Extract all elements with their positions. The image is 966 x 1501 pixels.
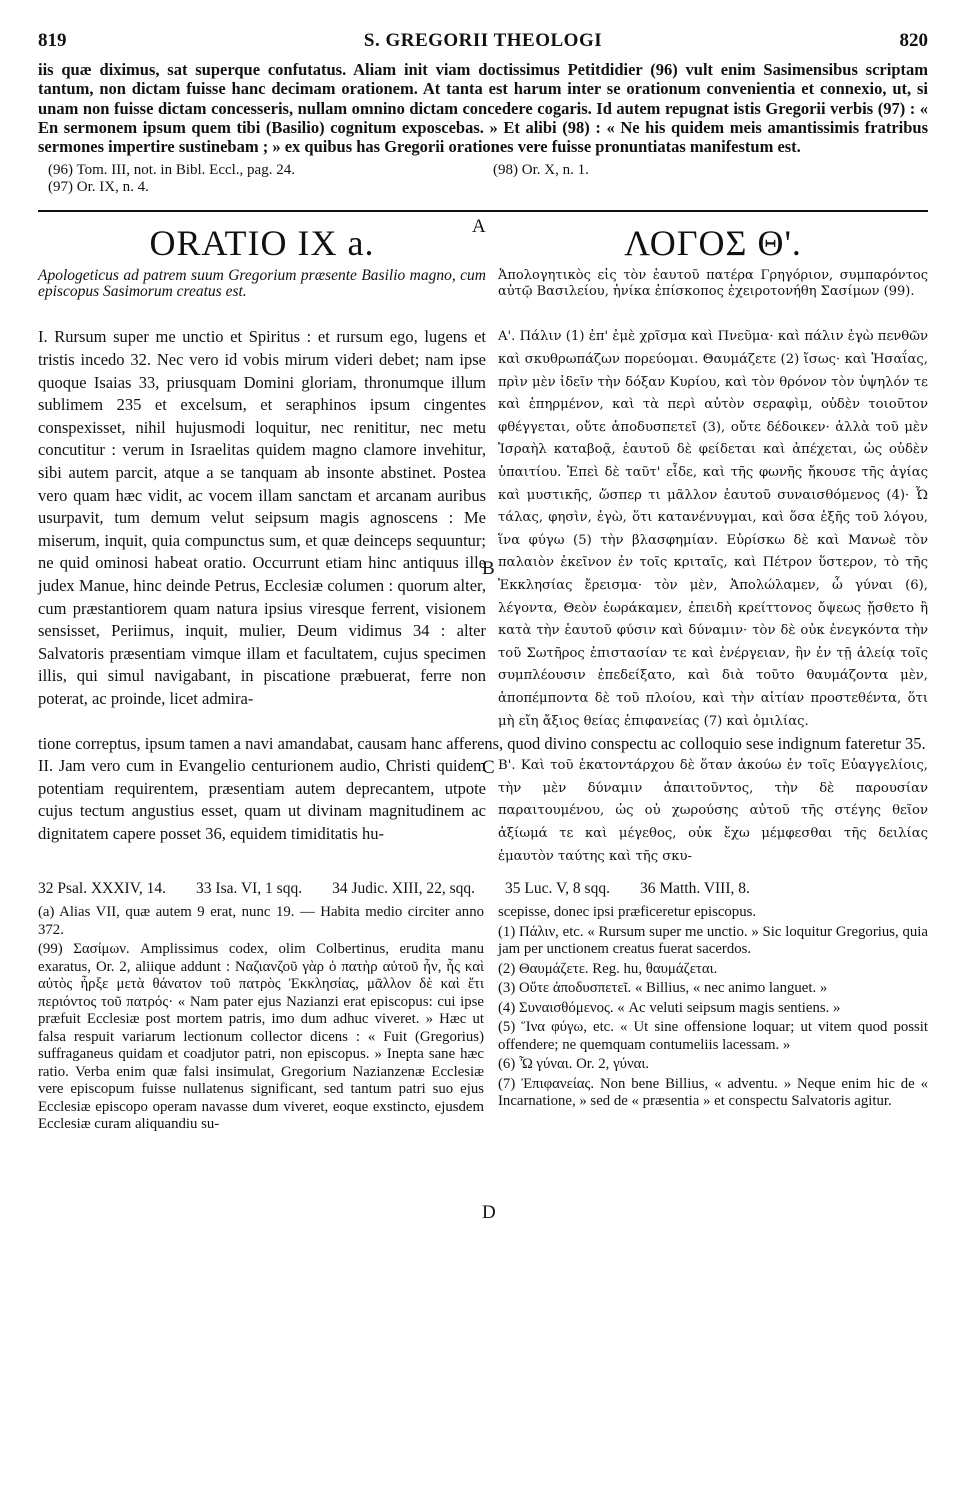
footnote-1: (1) Πάλιν, etc. « Rursum super me unctio. » Sic loquitur Gregorius, quia jam per unctionem creatus fuerat sacerdos. — [498, 923, 928, 958]
greek-column — [498, 218, 928, 733]
footnotes-right: scepisse, donec ipsi præficeretur episcopus. (1) Πάλιν, etc. « Rursum super me unctio. » Sic loquitur Gregorius, quia jam per unctionem creatus fuerat sacerdos. (2) Θαυμάζετε. Reg. hu, θαυμάζεται. (3) Οὔτε ἀποδυσπετεῖ. « Billius, « nec animo languet. » (4) Συναισθόμενος. « Ac veluti seipsum magis sentiens. » (5) Ἵνα φύγω, etc. « Ut sine offensione loquar; ut vitem quod possit offendere; ne quemquam contumeliis lacessam. » (6) Ὦ γύναι. Or. 2, γύναι. (7) Ἐπιφανείας. Non bene Billius, « adventu. » Neque enim hic de « Incarnatione, » sed de « præsentia » et conspectu Salvatoris agitur. — [498, 904, 928, 1110]
oration-columns — [38, 218, 928, 733]
footnote-6: (6) Ὦ γύναι. Or. 2, γύναι. — [498, 1056, 650, 1073]
note-96: (96) Tom. III, not. in Bibl. Eccl., pag. 24. — [48, 162, 295, 179]
latin-column — [38, 218, 486, 733]
column-marker-a: A — [472, 216, 486, 238]
column-marker-b: B — [482, 558, 495, 580]
running-title: S. GREGORII THEOLOGI — [363, 30, 603, 51]
running-header — [38, 30, 928, 60]
greek-title: ΛΟΓΟΣ Θ'. — [624, 223, 802, 264]
intro-paragraph: iis quæ diximus, sat superque confutatus. Aliam init viam doctissimus Petitdidier (96) vult enim Sasimensibus scriptam tantum, non dictam fuisse hanc decimam orationem. At tanta est harum inter se orationum convenientia et connexio, ut, si unam non fuisse dictam concesseris, nullam omnino dictam concedere cogaris. Id autem repugnat istis Gregorii verbis (97) : « En sermonem ipsum quem tibi (Basilio) cognitum exposcebas. » Et alibi (98) : « Ne his quidem meis amantissimis fratribus sermones impertire sustinebam ; » ex quibus has Gregorii orationes vere fuisse pronuntiatas manifestum est. — [38, 60, 928, 157]
note-97: (97) Or. IX, n. 4. — [48, 179, 149, 196]
column-marker-c: C — [482, 757, 495, 779]
latin-paragraph-2: II. Jam vero cum in Evangelio centurionem audio, Christi quidem potentiam requirentem, præsentiam autem deprecantem, utpote cujus tectum angustius esset, quam ut divinam magnitudinem ac dignitatem capere posset 36, equidem timiditatis hu- — [38, 756, 486, 843]
footnote-a: (a) Alias VII, quæ autem 9 erat, nunc 19. — Habita medio circiter anno 372. — [38, 904, 484, 938]
continuation-text: tione correptus, ipsum tamen a navi amandabat, causam hanc afferens, quod divino conspectu ac colloquio sese indignum fateretur 35. — [38, 734, 926, 754]
footnote-4: (4) Συναισθόμενος. « Ac veluti seipsum magis sentiens. » — [498, 999, 841, 1016]
column-marker-d: D — [482, 1202, 496, 1224]
footnote-99: (99) Σασίμων. Amplissimus codex, olim Colbertinus, erudita manu exaratus, Or. 2, aliique addunt : Ναζιανζοῦ γὰρ ὁ πατὴρ αὐτοῦ ἦν, ἧς καὶ αὐτὸς ἦρξε μετὰ θάνατον τοῦ πατρὸς Ἐκκλησίας, μᾶλλον δὲ καὶ ἔτι περιόντος τοῦ πατρός· « Nam pater ejus Nazianzi erat episcopus: cui ipse præfuit Ecclesiæ post mortem patris, imo dum adhuc viveret. » Hæc ut falsa respuit variarum lectionum collector dicens : « Fuit (Gregorius) suffraganeus quidam et coadjutor patri, non episcopus. » Inepta sane hæc ratio. Verba enim quæ falsi insimulat, Gregorium Nazianzenæ Ecclesiæ vere episcopum fuisse nullatenus significant, sed tantum patri suo ejus Ecclesiæ episcopo operam navasse dum viveret, eoque exstincto, ejusdem Ecclesiæ curam aliquandiu su- — [38, 941, 484, 1133]
latin-paragraph-1: I. Rursum super me unctio et Spiritus : et rursum ego, lugens et tristis incedo 32. Nec vero id vobis mirum videri debet; nam ipse quoque Isaias 33, priusquam Domini gloriam, thronumque illum sublimem 235 et excelsum, et seraphinos ipsum cingentes conspexisset, nihil hujusmodi loquitur, nec renititur, nec metu concutitur : verum in Israelitas quidem magno clamore invehitur, sibi autem parcit, atque a se tanquam ab insonte abstinet. Postea vero quam hæc vidit, ac vocem illam sanctam et arcanam auribus usurpavit, tum demum velut seipsum magis agnoscens : Me miserum, inquit, quia compunctus sum, et quæ deinceps sequuntur; ne quid ominosi habeat oratio. Occurrunt etiam hinc antiquus ille judex Manue, hinc deinde Petrus, Ecclesiæ columen : quorum alter, cum præstantiorem quam natura ipsius viresque ferrent, visionem sensisset, Periimus, inquit, mulier, Deum vidimus 34 : alter Salvatoris præsentiam vimque illam et facultatem, cujus specimen illis, qui simul navigabant, in piscatione præbuerat, ferre non poterat, ac proinde, licet admira- — [38, 327, 486, 708]
greek-subtitle: Ἀπολογητικὸς εἰς τὸν ἑαυτοῦ πατέρα Γρηγόριον, συμπαρόντος αὐτῷ Βασιλείου, ἡνίκα ἐπίσκοπος ἐχειροτονήθη Σασίμων (99). — [498, 268, 928, 300]
latin-title: ORATIO IX a. — [149, 223, 375, 264]
second-section — [38, 755, 928, 868]
footnote-2: (2) Θαυμάζετε. Reg. hu, θαυμάζεται. — [498, 960, 718, 977]
footnote-3: (3) Οὔτε ἀποδυσπετεῖ. « Billius, « nec animo languet. » — [498, 980, 828, 997]
page-number-left: 819 — [38, 30, 67, 51]
scripture-references: 32 Psal. XXXIV, 14. 33 Isa. VI, 1 sqq. 34 Judic. XIII, 22, sqq. 35 Luc. V, 8 sqq. 36 Matth. VIII, 8. — [38, 880, 750, 898]
note-98: (98) Or. X, n. 1. — [493, 162, 589, 179]
latin-subtitle: Apologeticus ad patrem suum Gregorium præsente Basilio magno, cum episcopus Sasimorum creatus est. — [38, 267, 486, 301]
page — [38, 30, 928, 1224]
greek-paragraph-2: Β'. Καὶ τοῦ ἑκατοντάρχου δὲ ὅταν ἀκούω ἐν τοῖς Εὐαγγελίοις, τὴν μὲν δύναμιν ἀπαιτοῦντος, τὴν δὲ παρουσίαν παραιτουμένου, ὡς οὐ χωρούσης αὐτοῦ τῆς στέγης θεῖον ἀξίωμά τε καὶ μέγεθος, οὐκ ἔχω μέμφεσθαι τῆς δειλίας ἐμαυτὸν ταύτης καὶ τῆς σκυ- — [498, 758, 928, 864]
page-number-right: 820 — [899, 30, 928, 51]
footnotes-left — [38, 904, 484, 1136]
greek-paragraph-1: Α'. Πάλιν (1) ἐπ' ἐμὲ χρῖσμα καὶ Πνεῦμα· καὶ πάλιν ἐγὼ πενθῶν καὶ σκυθρωπάζων πορεύομαι. Θαυμάζετε (2) ἴσως· καὶ Ἡσαΐας, πρὶν μὲν ἰδεῖν τὴν δόξαν Κυρίου, καὶ τὸν θρόνον τὸν ὑψηλόν τε καὶ ἐπηρμένον, καὶ τὰ περὶ αὐτὸν σεραφὶμ, οὐδὲν τοιοῦτον φθέγγεται, οὔτε ἀποδυσπετεῖ (3), οὔτε δέδοικεν· ἀλλὰ τοῦ μὲν Ἰσραὴλ καταβοᾷ, ἑαυτοῦ δὲ φείδεται καὶ ἀπέχεται, ὡς οὐδὲν ὑπαιτίου. Ἐπεὶ δὲ ταῦτ' εἶδε, καὶ τῆς φωνῆς ἤκουσε τῆς ἁγίας καὶ μυστικῆς, ὥσπερ τι μᾶλλον ἑαυτοῦ συναισθόμενος (4)· Ὦ τάλας, φησὶν, ἐγὼ, ὅτι κατανένυγμαι, καὶ ὅσα ἑξῆς τοῦ λόγου, ἵνα φύγω (5) τὴν βλασφημίαν. Εὑρίσκω δὲ καὶ Μανωὲ τὸν παλαιὸν ἐκεῖνον ἐν τοῖς κριταῖς, καὶ Πέτρον ὕστερον, τὸ τῆς Ἐκκλησίας ἔρεισμα· τὸν μὲν, Ἀπολώλαμεν, ὦ γύναι (6), λέγοντα, Θεὸν ἑωράκαμεν, ἐπειδὴ κρείττονος ὄψεως ᾔσθετο ἢ κατὰ τὴν ἑαυτοῦ φύσιν καὶ δύναμιν· τὸν δὲ οὐκ ἐνεγκόντα τὴν τοῦ Σωτῆρος ἐπιστασίαν τε καὶ ἐνέργειαν, ἣν ἐν τῇ ἁλείᾳ τοῖς συμπλέουσιν ἐπεδείξατο, καὶ διὰ τοῦτο θαυμάζοντα μὲν, ἀποπέμποντα δὲ τοῦ πλοίου, καὶ τὴν αἰτίαν προστεθέντα, ὅτι μὴ εἴη ἄξιος θείας ἐπιφανείας (7) καὶ ὁμιλίας. — [498, 329, 928, 729]
footnotes — [38, 904, 928, 1224]
section-divider — [38, 210, 928, 212]
footnote-5: (5) Ἵνα φύγω, etc. « Ut sine offensione loquar; ut vitem quod possit offendere; ne quemquam contumeliis lacessam. » — [498, 1019, 928, 1053]
intro-notes — [38, 162, 928, 196]
footnote-7: (7) Ἐπιφανείας. Non bene Billius, « adventu. » Neque enim hic de « Incarnatione, » sed de « præsentia » et conspectu Salvatoris agitur. — [498, 1075, 928, 1110]
